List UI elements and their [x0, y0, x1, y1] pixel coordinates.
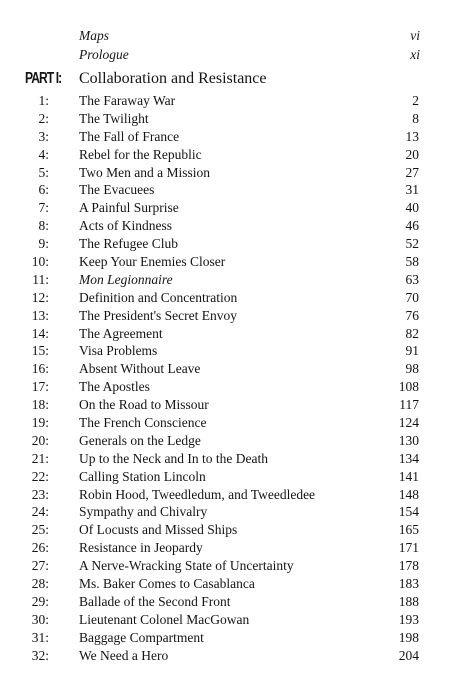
chapter-row — [0, 378, 450, 396]
chapter-page: 193 — [398, 611, 419, 627]
chapter-title: Lieutenant Colonel MacGowan — [79, 611, 250, 627]
chapter-row — [0, 539, 450, 557]
chapter-title: We Need a Hero — [79, 647, 169, 663]
chapter-row — [0, 199, 450, 217]
chapter-number: 4: — [38, 146, 49, 162]
chapter-row — [0, 521, 450, 539]
chapter-title: Baggage Compartment — [79, 629, 204, 645]
chapter-row — [0, 450, 450, 468]
chapter-number: 16: — [31, 361, 49, 377]
chapter-title: Sympathy and Chivalry — [79, 504, 208, 520]
chapter-title: Two Men and a Mission — [79, 164, 211, 180]
chapter-number: 25: — [31, 522, 49, 538]
chapter-page: 178 — [398, 558, 419, 574]
chapter-page: 183 — [398, 576, 419, 592]
chapter-number: 26: — [31, 540, 49, 556]
chapter-row — [0, 235, 450, 253]
chapter-number: 22: — [31, 468, 49, 484]
chapter-title: A Painful Surprise — [79, 200, 179, 216]
chapter-page: 27 — [405, 164, 419, 180]
part-label: PART I: — [25, 70, 62, 87]
chapter-number: 20: — [31, 432, 49, 448]
chapter-number: 10: — [31, 254, 49, 270]
chapter-title: The French Conscience — [79, 415, 207, 431]
chapter-page: 98 — [405, 361, 419, 377]
chapter-page: 134 — [398, 450, 419, 466]
chapter-page: 148 — [398, 486, 419, 502]
chapter-list — [0, 92, 450, 665]
chapter-page: 154 — [398, 504, 419, 520]
chapter-row — [0, 396, 450, 414]
chapter-page: 46 — [405, 218, 419, 234]
chapter-number: 2: — [38, 110, 49, 126]
chapter-page: 2 — [412, 93, 419, 108]
chapter-title: The President's Secret Envoy — [79, 307, 238, 323]
chapter-page: 20 — [405, 146, 419, 162]
chapter-row — [0, 146, 450, 164]
chapter-number: 18: — [31, 397, 49, 413]
chapter-number: 8: — [38, 218, 49, 234]
chapter-number: 5: — [38, 164, 49, 180]
chapter-title: On the Road to Missour — [79, 397, 209, 413]
front-matter-page: xi — [410, 47, 420, 62]
chapter-page: 13 — [405, 128, 419, 144]
chapter-number: 28: — [31, 576, 49, 592]
part-heading — [0, 67, 450, 91]
chapter-number: 1: — [38, 93, 49, 108]
chapter-page: 171 — [398, 540, 419, 556]
front-matter-title: Maps — [79, 28, 109, 43]
chapter-page: 82 — [405, 325, 419, 341]
chapter-row — [0, 92, 450, 110]
chapter-row — [0, 325, 450, 343]
chapter-row — [0, 593, 450, 611]
chapter-title: The Twilight — [79, 110, 149, 126]
front-matter-item — [0, 26, 450, 45]
chapter-row — [0, 611, 450, 629]
chapter-title: Generals on the Ledge — [79, 432, 201, 448]
chapter-title: Resistance in Jeopardy — [79, 540, 203, 556]
chapter-page: 188 — [398, 593, 419, 609]
part-title: Collaboration and Resistance — [79, 70, 267, 87]
chapter-number: 14: — [31, 325, 49, 341]
chapter-number: 30: — [31, 611, 49, 627]
chapter-page: 91 — [405, 343, 419, 359]
chapter-number: 31: — [31, 629, 49, 645]
chapter-title: Keep Your Enemies Closer — [79, 254, 226, 270]
front-matter-list — [0, 26, 450, 64]
chapter-row — [0, 342, 450, 360]
chapter-row — [0, 468, 450, 486]
chapter-row — [0, 307, 450, 325]
chapter-row — [0, 289, 450, 307]
chapter-number: 12: — [31, 289, 49, 305]
chapter-title: Absent Without Leave — [79, 361, 201, 377]
front-matter-page: vi — [410, 28, 420, 43]
chapter-number: 15: — [31, 343, 49, 359]
chapter-title: Ballade of the Second Front — [79, 593, 231, 609]
chapter-title: Mon Legionnaire — [79, 271, 173, 287]
chapter-row — [0, 128, 450, 146]
chapter-title: Definition and Concentration — [79, 289, 238, 305]
front-matter-title: Prologue — [79, 47, 129, 62]
chapter-number: 21: — [31, 450, 49, 466]
chapter-number: 6: — [38, 182, 49, 198]
chapter-row — [0, 110, 450, 128]
chapter-page: 108 — [398, 379, 419, 395]
chapter-title: Visa Problems — [79, 343, 158, 359]
chapter-page: 58 — [405, 254, 419, 270]
chapter-title: A Nerve-Wracking State of Uncertainty — [79, 558, 294, 574]
chapter-number: 17: — [31, 379, 49, 395]
chapter-row — [0, 503, 450, 521]
chapter-page: 52 — [405, 236, 419, 252]
chapter-title: The Agreement — [79, 325, 163, 341]
chapter-title: The Faraway War — [79, 93, 176, 108]
chapter-page: 198 — [398, 629, 419, 645]
chapter-title: The Fall of France — [79, 128, 180, 144]
chapter-page: 124 — [398, 415, 419, 431]
chapter-number: 11: — [32, 271, 49, 287]
chapter-page: 204 — [398, 647, 419, 663]
chapter-row — [0, 414, 450, 432]
chapter-title: The Apostles — [79, 379, 150, 395]
front-matter-item — [0, 45, 450, 64]
chapter-page: 117 — [399, 397, 419, 413]
chapter-title: Rebel for the Republic — [79, 146, 202, 162]
chapter-number: 13: — [31, 307, 49, 323]
chapter-row — [0, 181, 450, 199]
chapter-title: Calling Station Lincoln — [79, 468, 206, 484]
chapter-title: Robin Hood, Tweedledum, and Tweedledee — [79, 486, 316, 502]
chapter-title: Ms. Baker Comes to Casablanca — [79, 576, 255, 592]
chapter-row — [0, 647, 450, 665]
chapter-page: 31 — [405, 182, 419, 198]
chapter-row — [0, 629, 450, 647]
chapter-page: 8 — [412, 110, 419, 126]
chapter-row — [0, 164, 450, 182]
chapter-number: 19: — [31, 415, 49, 431]
chapter-row — [0, 253, 450, 271]
chapter-page: 76 — [405, 307, 419, 323]
chapter-page: 70 — [405, 289, 419, 305]
chapter-title: Up to the Neck and In to the Death — [79, 450, 268, 466]
chapter-number: 23: — [31, 486, 49, 502]
chapter-row — [0, 271, 450, 289]
chapter-row — [0, 432, 450, 450]
chapter-page: 141 — [398, 468, 419, 484]
chapter-title: The Evacuees — [79, 182, 155, 198]
chapter-number: 24: — [31, 504, 49, 520]
chapter-row — [0, 575, 450, 593]
chapter-title: Of Locusts and Missed Ships — [79, 522, 238, 538]
chapter-row — [0, 486, 450, 504]
chapter-title: Acts of Kindness — [79, 218, 172, 234]
chapter-number: 7: — [38, 200, 49, 216]
chapter-number: 32: — [31, 647, 49, 663]
chapter-page: 40 — [405, 200, 419, 216]
chapter-number: 3: — [38, 128, 49, 144]
chapter-title: The Refugee Club — [79, 236, 178, 252]
chapter-number: 27: — [31, 558, 49, 574]
chapter-page: 165 — [398, 522, 419, 538]
chapter-number: 29: — [31, 593, 49, 609]
chapter-number: 9: — [38, 236, 49, 252]
chapter-page: 130 — [398, 432, 419, 448]
chapter-page: 63 — [405, 271, 419, 287]
chapter-row — [0, 360, 450, 378]
chapter-row — [0, 557, 450, 575]
chapter-row — [0, 217, 450, 235]
